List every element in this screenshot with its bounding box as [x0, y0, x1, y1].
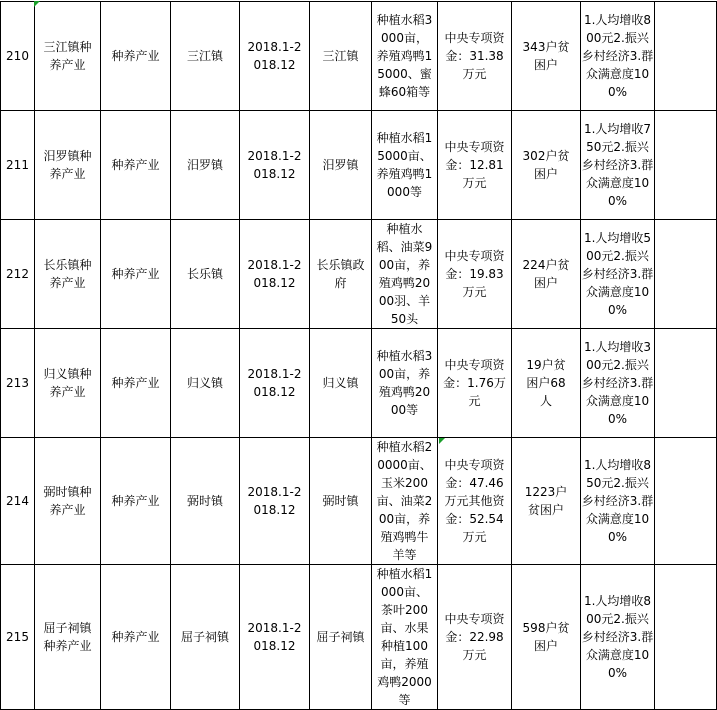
beneficiary-cell[interactable] [512, 565, 581, 710]
blank-cell[interactable] [655, 565, 717, 710]
row-number-cell[interactable] [1, 329, 35, 438]
benefit-cell-text: 1.人均增收300元2.振兴乡村经济3.群众满意度100% [581, 340, 654, 426]
implementing-unit-cell[interactable] [310, 438, 372, 565]
benefit-cell-text: 1.人均增收500元2.振兴乡村经济3.群众满意度100% [581, 231, 654, 317]
industry-type-cell-text: 种养产业 [111, 267, 160, 281]
construction-content-cell-text: 种植水稻20000亩、玉米200亩、油菜200亩，养殖鸡鸭牛羊等 [376, 440, 433, 562]
beneficiary-cell-text: 343户贫困户 [522, 40, 570, 72]
beneficiary-cell[interactable] [512, 2, 581, 111]
town-cell-text: 归义镇 [186, 376, 223, 390]
period-cell[interactable] [240, 438, 310, 565]
fund-source-cell[interactable] [438, 565, 512, 710]
row-number-cell-text: 210 [6, 49, 29, 63]
project-name-cell[interactable] [35, 220, 101, 329]
beneficiary-cell-text: 302户贫困户 [522, 149, 570, 181]
implementing-unit-cell[interactable] [310, 565, 372, 710]
period-cell[interactable] [240, 329, 310, 438]
town-cell-text: 汨罗镇 [186, 158, 223, 172]
row-number-cell-text: 214 [6, 494, 29, 508]
row-number-cell[interactable] [1, 565, 35, 710]
row-number-cell[interactable] [1, 2, 35, 111]
benefit-cell[interactable] [581, 438, 655, 565]
town-cell[interactable] [171, 329, 240, 438]
beneficiary-cell-text: 19户贫困户68人 [526, 358, 566, 408]
beneficiary-cell[interactable] [512, 329, 581, 438]
benefit-cell[interactable] [581, 329, 655, 438]
benefit-cell-text: 1.人均增收750元2.振兴乡村经济3.群众满意度100% [581, 122, 654, 208]
construction-content-cell-text: 种植水稻1000亩、茶叶200亩、水果种植100亩，养殖鸡鸭2000等 [376, 567, 433, 707]
project-name-cell-text: 归义镇种养产业 [43, 367, 92, 399]
project-name-cell-text: 屈子祠镇种养产业 [43, 621, 92, 653]
table-row [1, 329, 717, 438]
beneficiary-cell-text: 598户贫困户 [522, 621, 570, 653]
industry-type-cell[interactable] [101, 220, 171, 329]
industry-type-cell-text: 种养产业 [111, 494, 160, 508]
industry-type-cell[interactable] [101, 2, 171, 111]
construction-content-cell[interactable] [372, 111, 438, 220]
town-cell[interactable] [171, 2, 240, 111]
implementing-unit-cell-text: 三江镇 [322, 49, 359, 63]
beneficiary-cell[interactable] [512, 220, 581, 329]
table-row [1, 2, 717, 111]
construction-content-cell[interactable] [372, 2, 438, 111]
project-name-cell-text: 三江镇种养产业 [43, 40, 92, 72]
construction-content-cell[interactable] [372, 329, 438, 438]
project-name-cell[interactable] [35, 2, 101, 111]
blank-cell[interactable] [655, 220, 717, 329]
town-cell-text: 弼时镇 [186, 494, 223, 508]
town-cell-text: 三江镇 [186, 49, 223, 63]
industry-type-cell-text: 种养产业 [111, 158, 160, 172]
project-name-cell-text: 汨罗镇种养产业 [43, 149, 92, 181]
fund-source-cell[interactable] [438, 438, 512, 565]
implementing-unit-cell-text: 长乐镇政府 [316, 258, 365, 290]
project-table [0, 1, 717, 710]
project-name-cell-text: 弼时镇种养产业 [43, 485, 92, 517]
benefit-cell-text: 1.人均增收800元2.振兴乡村经济3.群众满意度100% [581, 594, 654, 680]
table-row [1, 438, 717, 565]
industry-type-cell-text: 种养产业 [111, 630, 160, 644]
cell-comment-marker [34, 1, 40, 7]
row-number-cell[interactable] [1, 438, 35, 565]
fund-source-cell-text: 中央专项资金：1.76万元 [443, 358, 506, 408]
town-cell[interactable] [171, 438, 240, 565]
town-cell[interactable] [171, 220, 240, 329]
table-row [1, 111, 717, 220]
beneficiary-cell-text: 1223户贫困户 [524, 485, 568, 517]
row-number-cell[interactable] [1, 220, 35, 329]
construction-content-cell-text: 种植水稻300亩，养殖鸡鸭2000等 [376, 349, 433, 417]
row-number-cell-text: 213 [6, 376, 29, 390]
table-row [1, 220, 717, 329]
period-cell[interactable] [240, 111, 310, 220]
town-cell-text: 长乐镇 [186, 267, 223, 281]
benefit-cell[interactable] [581, 565, 655, 710]
project-name-cell[interactable] [35, 111, 101, 220]
project-name-cell[interactable] [35, 565, 101, 710]
construction-content-cell-text: 种植水稻15000亩、养殖鸡鸭1000等 [376, 131, 433, 199]
town-cell[interactable] [171, 565, 240, 710]
town-cell[interactable] [171, 111, 240, 220]
period-cell-text: 2018.1-2018.12 [247, 621, 302, 653]
benefit-cell-text: 1.人均增收850元2.振兴乡村经济3.群众满意度100% [581, 458, 654, 544]
implementing-unit-cell-text: 屈子祠镇 [316, 630, 365, 644]
fund-source-cell[interactable] [438, 220, 512, 329]
fund-source-cell-text: 中央专项资金：47.46万元其他资金：52.54万元 [444, 458, 505, 544]
benefit-cell[interactable] [581, 111, 655, 220]
beneficiary-cell-text: 224户贫困户 [522, 258, 570, 290]
period-cell-text: 2018.1-2018.12 [247, 149, 302, 181]
implementing-unit-cell[interactable] [310, 2, 372, 111]
blank-cell[interactable] [655, 2, 717, 111]
industry-type-cell[interactable] [101, 329, 171, 438]
row-number-cell-text: 211 [6, 158, 29, 172]
fund-source-cell[interactable] [438, 329, 512, 438]
implementing-unit-cell[interactable] [310, 220, 372, 329]
implementing-unit-cell[interactable] [310, 329, 372, 438]
fund-source-cell[interactable] [438, 2, 512, 111]
period-cell[interactable] [240, 565, 310, 710]
industry-type-cell[interactable] [101, 111, 171, 220]
blank-cell[interactable] [655, 111, 717, 220]
fund-source-cell[interactable] [438, 111, 512, 220]
period-cell-text: 2018.1-2018.12 [247, 367, 302, 399]
industry-type-cell[interactable] [101, 438, 171, 565]
project-name-cell[interactable] [35, 438, 101, 565]
cell-comment-marker [439, 438, 445, 444]
blank-cell[interactable] [655, 438, 717, 565]
row-number-cell-text: 215 [6, 630, 29, 644]
project-name-cell-text: 长乐镇种养产业 [43, 258, 92, 290]
period-cell-text: 2018.1-2018.12 [247, 258, 302, 290]
construction-content-cell-text: 种植水稻、油菜900亩，养殖鸡鸭2000羽、羊50头 [376, 222, 433, 326]
industry-type-cell-text: 种养产业 [111, 376, 160, 390]
implementing-unit-cell-text: 弼时镇 [322, 494, 359, 508]
construction-content-cell[interactable] [372, 565, 438, 710]
fund-source-cell-text: 中央专项资金：31.38万元 [444, 31, 505, 81]
construction-content-cell[interactable] [372, 438, 438, 565]
fund-source-cell-text: 中央专项资金：12.81万元 [444, 140, 505, 190]
industry-type-cell-text: 种养产业 [111, 49, 160, 63]
beneficiary-cell[interactable] [512, 438, 581, 565]
period-cell-text: 2018.1-2018.12 [247, 485, 302, 517]
construction-content-cell-text: 种植水稻3000亩，养殖鸡鸭15000、蜜蜂60箱等 [376, 13, 433, 99]
blank-cell[interactable] [655, 329, 717, 438]
benefit-cell[interactable] [581, 220, 655, 329]
industry-type-cell[interactable] [101, 565, 171, 710]
benefit-cell[interactable] [581, 2, 655, 111]
beneficiary-cell[interactable] [512, 111, 581, 220]
row-number-cell[interactable] [1, 111, 35, 220]
construction-content-cell[interactable] [372, 220, 438, 329]
project-name-cell[interactable] [35, 329, 101, 438]
period-cell-text: 2018.1-2018.12 [247, 40, 302, 72]
fund-source-cell-text: 中央专项资金：19.83万元 [444, 249, 505, 299]
benefit-cell-text: 1.人均增收800元2.振兴乡村经济3.群众满意度100% [581, 13, 654, 99]
row-number-cell-text: 212 [6, 267, 29, 281]
period-cell[interactable] [240, 2, 310, 111]
implementing-unit-cell-text: 汨罗镇 [322, 158, 359, 172]
period-cell[interactable] [240, 220, 310, 329]
table-row [1, 565, 717, 710]
fund-source-cell-text: 中央专项资金：22.98万元 [444, 612, 505, 662]
implementing-unit-cell-text: 归义镇 [322, 376, 359, 390]
implementing-unit-cell[interactable] [310, 111, 372, 220]
town-cell-text: 屈子祠镇 [180, 630, 229, 644]
